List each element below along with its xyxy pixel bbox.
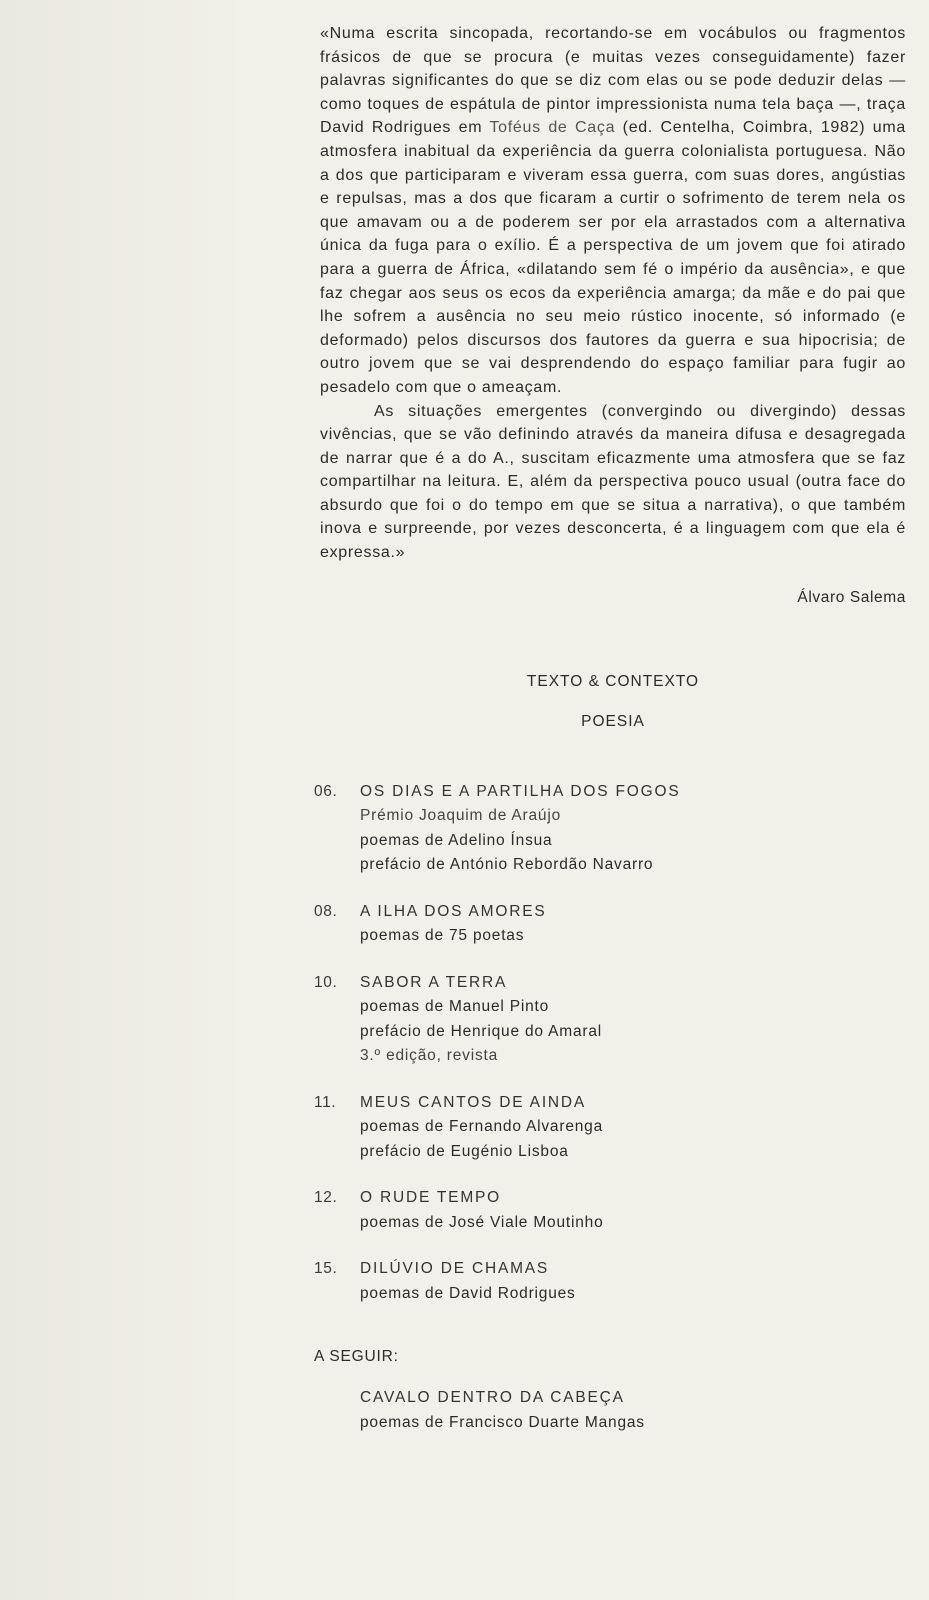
upcoming-entry	[320, 1386, 906, 1435]
entry-title: SABOR A TERRA	[360, 973, 508, 991]
entry-preface: prefácio de Henrique do Amaral	[360, 1022, 602, 1040]
entry-title: DILÚVIO DE CHAMAS	[360, 1260, 550, 1278]
quote-text-start: «Numa escrita sincopada, recortando-se em vocábulos ou fragmentos frásicos de que se procura (e muitas vezes conseguidamente) fazer palavras significantes do que se diz com elas ou se pode deduzir delas — como toques de espátula de pintor impressionista numa tela baça —, traça David Rodrigues em	[320, 25, 906, 137]
catalog-list	[314, 780, 900, 1307]
entry-author: poemas de Manuel Pinto	[360, 998, 550, 1016]
entry-title: A ILHA DOS AMORES	[360, 902, 547, 920]
entry-preface: prefácio de Eugénio Lisboa	[360, 1142, 569, 1160]
entry-author: poemas de José Viale Moutinho	[360, 1213, 604, 1231]
entry-title: O RUDE TEMPO	[360, 1189, 502, 1207]
upcoming-title: CAVALO DENTRO DA CABEÇA	[360, 1389, 625, 1407]
catalog-entry	[314, 900, 900, 949]
entry-award: Prémio Joaquim de Araújo	[360, 807, 561, 825]
upcoming-author: poemas de Francisco Duarte Mangas	[360, 1413, 645, 1431]
quote-paragraph-1	[320, 22, 906, 400]
quote-text-continued: (ed. Centelha, Coimbra, 1982) uma atmosfera inabitual da experiência da guerra colonialista portuguesa. Não a dos que participaram e viveram essa guerra, com suas dores, angústias e repulsas, mas a dos que ficaram a curtir o sofrimento de terem nela os que amavam ou a de poderem ser por ela arrastados com a alternativa única da fuga para o exílio. É a perspectiva de um jovem que foi atirado para a guerra de África, «dilatando sem fé o império da ausência», e que faz chegar aos seus os ecos da experiência amarga; da mãe e do pai que lhe sofrem a ausência no seu meio rústico inocente, só informado (e deformado) pelos discursos dos fautores da guerra e sua hipocrisia; de outro jovem que se vai desprendendo do espaço familiar para fugir ao pesadelo com que o ameaçam.	[320, 119, 906, 396]
quote-author: Álvaro Salema	[797, 588, 906, 606]
entry-edition: 3.º edição, revista	[360, 1047, 499, 1065]
series-title: TEXTO & CONTEXTO	[526, 672, 700, 690]
page-gutter	[0, 0, 245, 1600]
quote-paragraph-2: As situações emergentes (convergindo ou divergindo) dessas vivências, que se vão definindo através da maneira difusa e desagregada de narrar que é a do A., suscitam eficazmente uma atmosfera que se faz compartilhar na leitura. E, além da perspectiva pouco usual (outra face do absurdo que foi o do tempo em que se situa a narrativa), o que também inova e surpreende, por vezes desconcerta, é a linguagem com que ela é expressa.»	[320, 402, 906, 562]
catalog-entry	[314, 971, 900, 1069]
book-page	[314, 22, 906, 1435]
entry-number: 08.	[314, 902, 338, 920]
entry-preface: prefácio de António Rebordão Navarro	[360, 856, 654, 874]
entry-title: OS DIAS E A PARTILHA DOS FOGOS	[360, 782, 681, 800]
entry-number: 06.	[314, 782, 338, 800]
entry-number: 11.	[314, 1093, 337, 1111]
entry-number: 10.	[314, 973, 338, 991]
review-quote	[320, 22, 906, 565]
upcoming-label: A SEGUIR:	[314, 1348, 399, 1366]
entry-title: MEUS CANTOS DE AINDA	[360, 1093, 587, 1111]
catalog-entry	[314, 1257, 900, 1306]
entry-number: 15.	[314, 1260, 338, 1278]
entry-author: poemas de Fernando Alvarenga	[360, 1118, 603, 1136]
catalog-entry	[314, 780, 900, 878]
entry-author: poemas de Adelino Ínsua	[360, 831, 553, 849]
section-title: POESIA	[581, 712, 645, 730]
catalog-entry	[314, 1091, 900, 1165]
book-title: Toféus de Caça	[489, 119, 616, 137]
catalog-entry	[314, 1186, 900, 1235]
entry-author: poemas de 75 poetas	[360, 927, 525, 945]
entry-number: 12.	[314, 1189, 338, 1207]
entry-author: poemas de David Rodrigues	[360, 1284, 576, 1302]
